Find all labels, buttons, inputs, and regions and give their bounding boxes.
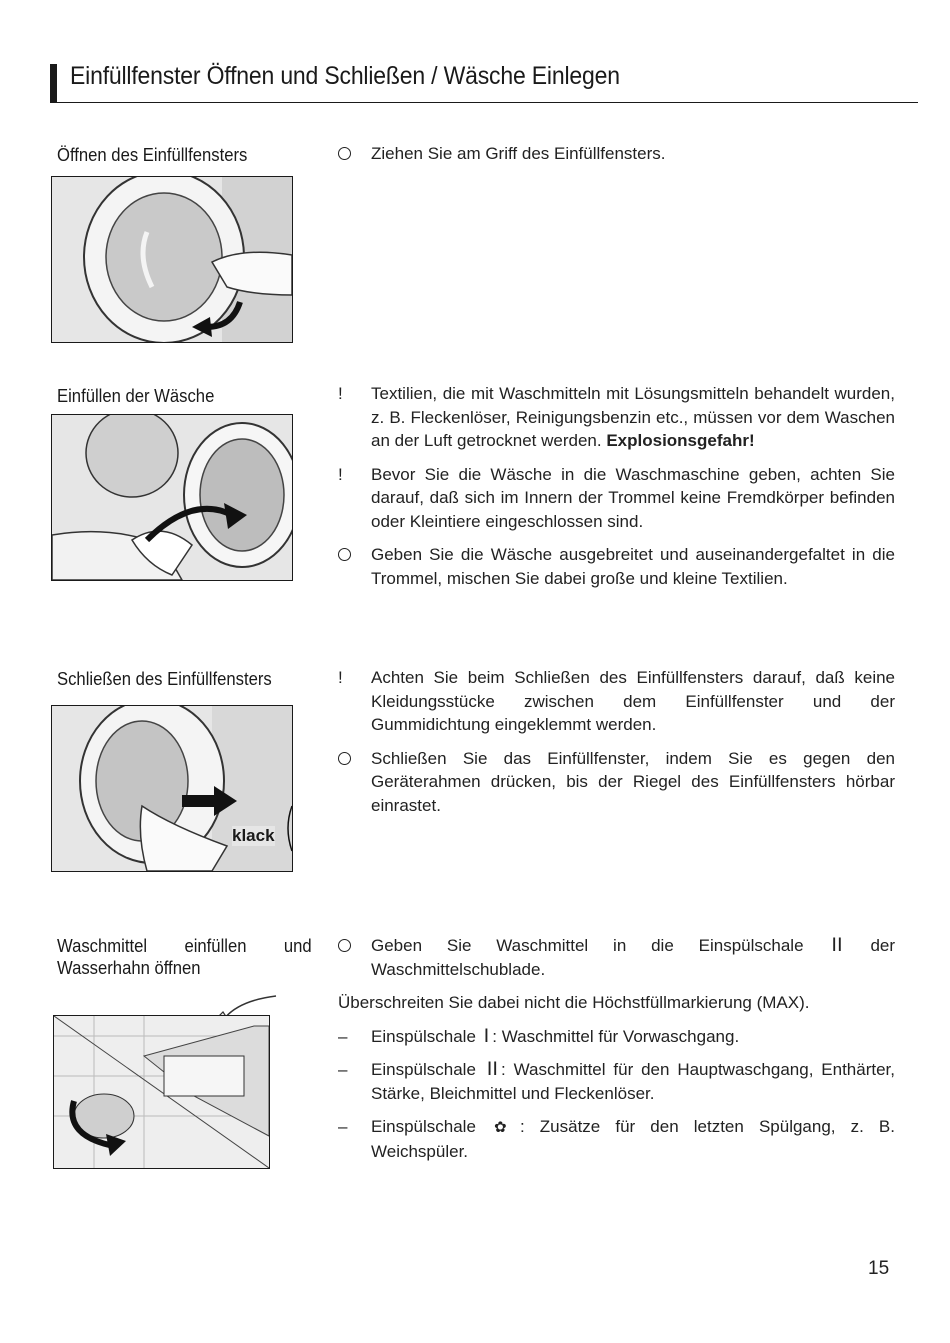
circle-bullet-icon — [338, 747, 358, 772]
figure-detergent — [53, 1015, 270, 1169]
klack-label: klack — [232, 826, 275, 845]
list-item: – Einspülschale I : Waschmittel für Vorwaschgang. — [338, 1024, 740, 1047]
dispenser-ii-icon: II — [486, 1058, 498, 1080]
dash-bullet: – — [338, 1026, 348, 1046]
list-item: – Einspülschale II : Waschmittel für den Hauptwaschgang, Enthärter, Stärke, Bleichmittel und Fleckenlöser. — [338, 1058, 895, 1103]
circle-bullet-icon — [338, 934, 358, 959]
list-item: ! Bevor Sie die Wäsche in die Waschmaschine geben, achten Sie darauf, daß sich im Innern der Trommel keine Fremdkörper befinden oder Kleintiere eingeschlossen sind. — [338, 464, 895, 531]
figure-load-laundry — [51, 414, 293, 581]
list-item: ! Textilien, die mit Waschmitteln mit Lösungsmitteln behandelt wurden, z. B. Fleckenlöser, Reinigungsbenzin etc., müssen vor dem Waschen an der Luft getrocknet werden. Explosionsgefahr! — [338, 384, 895, 450]
dash-bullet: – — [338, 1060, 348, 1079]
warning-mark: ! — [338, 668, 343, 687]
dash-bullet: – — [338, 1117, 348, 1136]
section-list-load-laundry — [338, 382, 895, 600]
section-list-detergent — [338, 934, 895, 1173]
figure-open-door — [51, 176, 293, 343]
figure-close-door — [51, 705, 293, 872]
section-heading-close-door: Schließen des Einfüllfensters — [57, 668, 272, 689]
warning-mark: ! — [338, 384, 343, 403]
page-title: Einfüllfenster Öffnen und Schließen / Wäsche Einlegen — [70, 62, 620, 90]
warning-mark: ! — [338, 464, 343, 484]
list-item: Ziehen Sie am Griff des Einfüllfensters. — [338, 142, 895, 166]
list-item: ! Achten Sie beim Schließen des Einfüllfensters darauf, daß keine Kleidungsstücke zwischen dem Einfüllfenster und der Gummidichtung eingeklemmt werden. — [338, 668, 895, 734]
section-heading-open-door: Öffnen des Einfüllfensters — [57, 144, 248, 165]
max-fill-note: Überschreiten Sie dabei nicht die Höchstfüllmarkierung (MAX). — [338, 993, 810, 1012]
warning-emphasis: Explosionsgefahr! — [606, 431, 755, 450]
list-item: – Einspülschale ✿ : Zusätze für den letzten Spülgang, z. B. Weichspüler. — [338, 1117, 895, 1161]
dispenser-ii-icon: II — [831, 934, 843, 956]
flower-softener-icon: ✿ — [494, 1118, 517, 1136]
list-item: Geben Sie Waschmittel in die Einspülschale II der Waschmittelschublade. — [338, 934, 895, 981]
dispenser-i-icon: I — [483, 1024, 490, 1047]
section-list-open-door — [338, 142, 895, 176]
section-heading-detergent: Waschmittel einfüllen und Wasserhahn öffnen — [57, 935, 312, 978]
page-header — [50, 62, 918, 103]
list-item: Schließen Sie das Einfüllfenster, indem Sie es gegen den Geräterahmen drücken, bis der Riegel des Einfüllfensters hörbar einrastet. — [338, 747, 895, 818]
list-item: Geben Sie die Wäsche ausgebreitet und auseinandergefaltet in die Trommel, mischen Sie dabei große und kleine Textilien. — [338, 543, 895, 590]
section-heading-load-laundry: Einfüllen der Wäsche — [57, 385, 215, 406]
section-list-close-door — [338, 666, 895, 827]
circle-bullet-icon — [338, 142, 358, 167]
title-marker — [50, 64, 57, 102]
circle-bullet-icon — [338, 543, 358, 568]
page-number: 15 — [868, 1258, 890, 1279]
